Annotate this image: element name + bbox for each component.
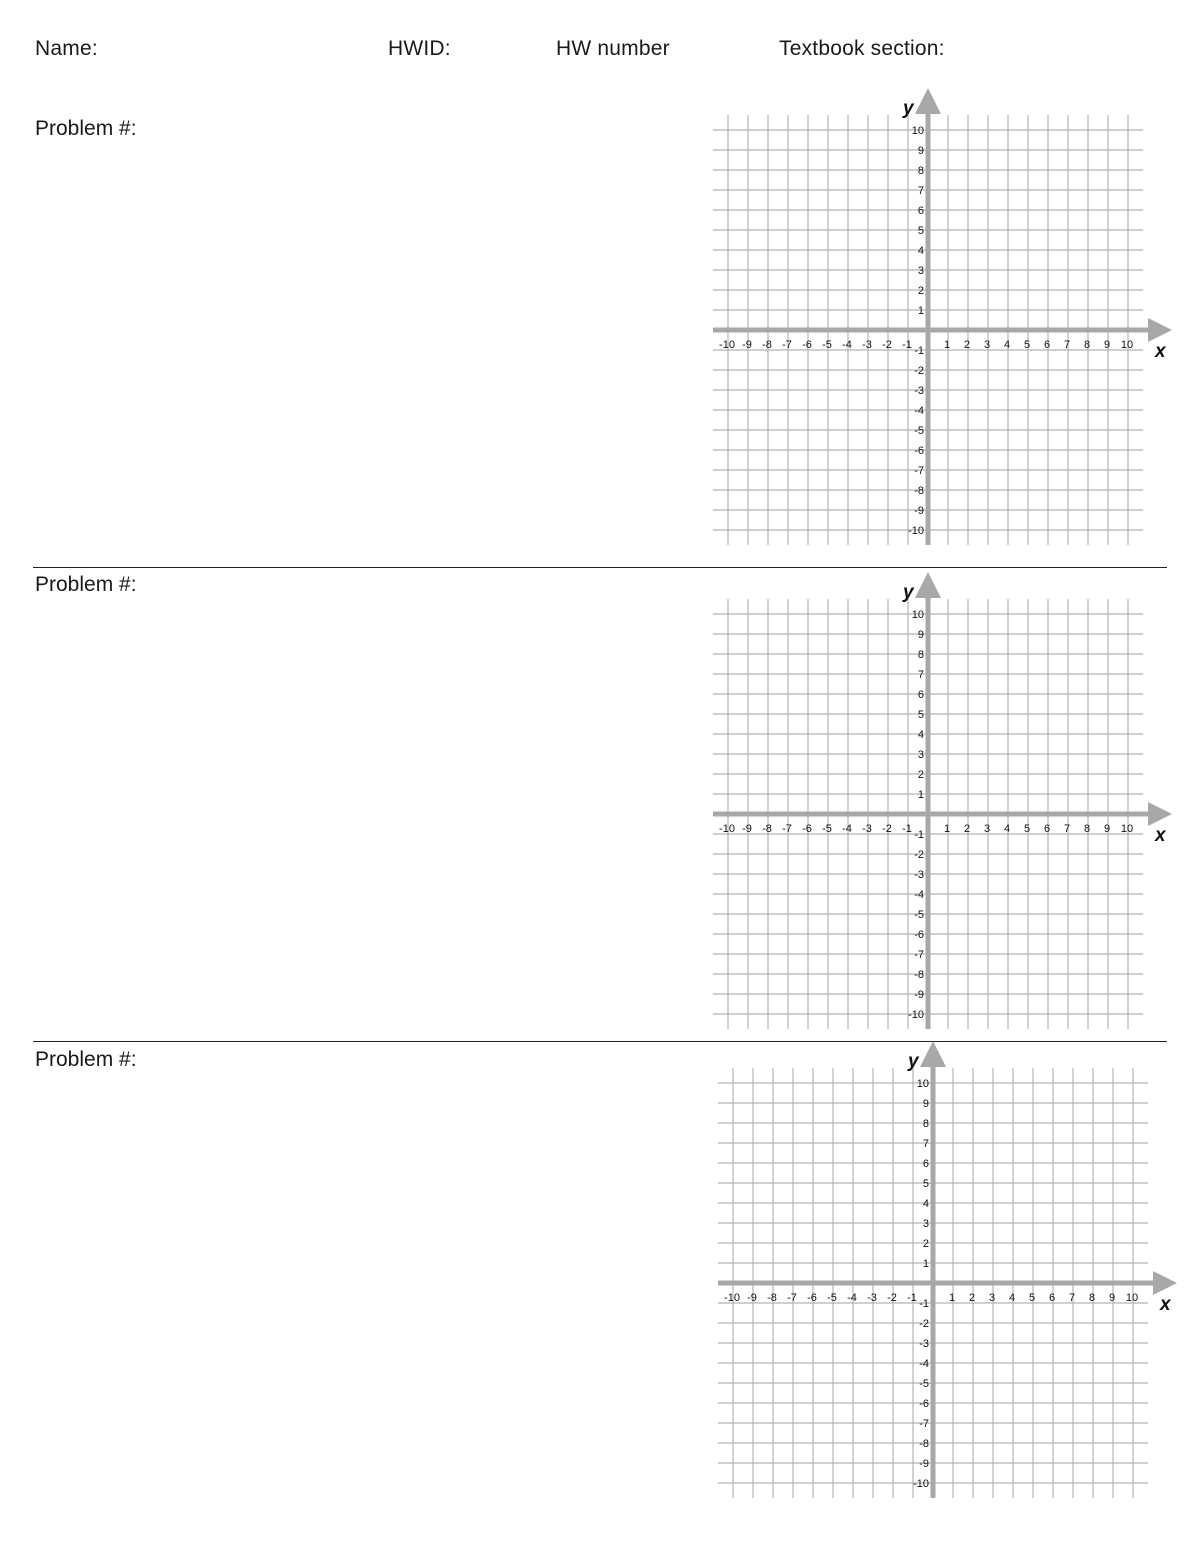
y-tick-label: -7 — [914, 465, 924, 477]
y-tick-label: 1 — [922, 1258, 929, 1270]
y-tick-label: 2 — [917, 285, 924, 297]
y-tick-label: 10 — [911, 125, 924, 137]
y-tick-label: 4 — [917, 245, 924, 257]
x-tick-label: 2 — [968, 1292, 976, 1304]
x-tick-label: 9 — [1108, 1292, 1116, 1304]
x-tick-label: 6 — [1043, 339, 1051, 351]
y-tick-label: -3 — [914, 385, 924, 397]
y-tick-label: 10 — [916, 1078, 929, 1090]
y-tick-label: -10 — [908, 525, 924, 537]
x-tick-label: 10 — [1120, 339, 1134, 351]
x-tick-label: 5 — [1028, 1292, 1036, 1304]
x-tick-label: 3 — [988, 1292, 996, 1304]
x-tick-label: 6 — [1048, 1292, 1056, 1304]
y-tick-label: -1 — [919, 1298, 929, 1310]
x-tick-label: 8 — [1083, 339, 1091, 351]
y-tick-label: -4 — [919, 1358, 929, 1370]
y-tick-label: -9 — [919, 1458, 929, 1470]
x-tick-label: 10 — [1125, 1292, 1139, 1304]
x-tick-label: 9 — [1103, 339, 1111, 351]
textbook-section-label: Textbook section: — [779, 37, 945, 60]
x-tick-label: 4 — [1003, 339, 1011, 351]
x-tick-label: -4 — [847, 1292, 857, 1304]
x-tick-label: -1 — [907, 1292, 917, 1304]
name-label: Name: — [35, 37, 98, 60]
x-tick-label: -3 — [867, 1292, 877, 1304]
x-tick-label: -4 — [842, 339, 852, 351]
x-tick-label: -6 — [807, 1292, 817, 1304]
hwid-label: HWID: — [388, 37, 451, 60]
y-axis-label: y — [908, 1051, 919, 1072]
y-axis-arrow — [920, 1041, 946, 1067]
y-tick-label: 1 — [917, 789, 924, 801]
y-tick-label: -2 — [914, 365, 924, 377]
y-tick-label: 8 — [917, 165, 924, 177]
y-tick-label: -10 — [913, 1478, 929, 1490]
x-tick-label: 9 — [1103, 823, 1111, 835]
x-tick-label: 5 — [1023, 339, 1031, 351]
y-tick-label: -5 — [914, 909, 924, 921]
x-axis-label: x — [1155, 341, 1166, 362]
x-axis-label: x — [1160, 1294, 1171, 1315]
x-tick-label: 7 — [1063, 823, 1071, 835]
y-tick-label: 3 — [922, 1218, 929, 1230]
y-axis-label: y — [903, 582, 914, 603]
x-tick-label: -5 — [822, 823, 832, 835]
y-tick-label: -4 — [914, 889, 924, 901]
y-tick-label: 9 — [917, 145, 924, 157]
x-tick-label: 7 — [1068, 1292, 1076, 1304]
x-tick-label: 4 — [1008, 1292, 1016, 1304]
x-tick-label: 8 — [1083, 823, 1091, 835]
x-tick-label: 8 — [1088, 1292, 1096, 1304]
x-tick-label: -9 — [742, 339, 752, 351]
x-tick-label: 2 — [963, 823, 971, 835]
y-tick-label: 3 — [917, 265, 924, 277]
x-tick-label: -7 — [782, 339, 792, 351]
y-tick-label: -7 — [919, 1418, 929, 1430]
x-tick-label: -2 — [882, 823, 892, 835]
y-tick-label: -1 — [914, 345, 924, 357]
x-tick-label: 7 — [1063, 339, 1071, 351]
y-tick-label: 8 — [917, 649, 924, 661]
y-tick-label: 5 — [917, 709, 924, 721]
x-tick-label: -9 — [742, 823, 752, 835]
y-tick-label: 6 — [917, 205, 924, 217]
y-tick-label: -3 — [919, 1338, 929, 1350]
x-tick-label: -1 — [902, 823, 912, 835]
y-tick-label: 5 — [922, 1178, 929, 1190]
y-tick-label: -3 — [914, 869, 924, 881]
y-tick-label: -6 — [919, 1398, 929, 1410]
y-tick-label: 7 — [917, 185, 924, 197]
x-tick-label: -5 — [822, 339, 832, 351]
x-tick-label: -2 — [882, 339, 892, 351]
y-tick-label: -1 — [914, 829, 924, 841]
x-tick-label: -9 — [747, 1292, 757, 1304]
x-tick-label: -8 — [767, 1292, 777, 1304]
y-tick-label: 2 — [917, 769, 924, 781]
problem-2-label: Problem #: — [35, 573, 137, 596]
y-tick-label: -5 — [914, 425, 924, 437]
x-tick-label: -4 — [842, 823, 852, 835]
x-tick-label: 1 — [943, 339, 951, 351]
y-tick-label: -8 — [919, 1438, 929, 1450]
x-axis-arrow — [1153, 1271, 1177, 1295]
y-tick-label: 4 — [917, 729, 924, 741]
x-tick-label: 1 — [943, 823, 951, 835]
x-tick-label: -2 — [887, 1292, 897, 1304]
y-tick-label: -5 — [919, 1378, 929, 1390]
x-tick-label: -7 — [782, 823, 792, 835]
x-tick-label: -6 — [802, 339, 812, 351]
y-tick-label: 2 — [922, 1238, 929, 1250]
x-tick-label: -5 — [827, 1292, 837, 1304]
y-tick-label: 9 — [917, 629, 924, 641]
x-tick-label: -10 — [719, 339, 735, 351]
y-tick-label: -4 — [914, 405, 924, 417]
y-tick-label: -8 — [914, 969, 924, 981]
x-tick-label: -8 — [762, 823, 772, 835]
y-tick-label: -6 — [914, 445, 924, 457]
y-tick-label: -2 — [919, 1318, 929, 1330]
y-tick-label: 9 — [922, 1098, 929, 1110]
y-tick-label: -7 — [914, 949, 924, 961]
y-tick-label: -9 — [914, 989, 924, 1001]
y-tick-label: 7 — [917, 669, 924, 681]
x-tick-label: 5 — [1023, 823, 1031, 835]
x-tick-label: -3 — [862, 823, 872, 835]
hw-number-label: HW number — [556, 37, 670, 60]
y-tick-label: 10 — [911, 609, 924, 621]
y-axis-label: y — [903, 98, 914, 119]
x-tick-label: 2 — [963, 339, 971, 351]
x-tick-label: 4 — [1003, 823, 1011, 835]
y-tick-label: 8 — [922, 1118, 929, 1130]
x-tick-label: -3 — [862, 339, 872, 351]
x-axis-label: x — [1155, 825, 1166, 846]
y-tick-label: -10 — [908, 1009, 924, 1021]
x-tick-label: -1 — [902, 339, 912, 351]
problem-3-label: Problem #: — [35, 1048, 137, 1071]
y-tick-label: -8 — [914, 485, 924, 497]
problem-1-label: Problem #: — [35, 117, 137, 140]
x-tick-label: 3 — [983, 339, 991, 351]
y-tick-label: 7 — [922, 1138, 929, 1150]
y-tick-label: 5 — [917, 225, 924, 237]
x-tick-label: -10 — [724, 1292, 740, 1304]
y-tick-label: 3 — [917, 749, 924, 761]
x-tick-label: 6 — [1043, 823, 1051, 835]
y-tick-label: 1 — [917, 305, 924, 317]
x-tick-label: -7 — [787, 1292, 797, 1304]
y-tick-label: 6 — [922, 1158, 929, 1170]
y-tick-label: 4 — [922, 1198, 929, 1210]
x-tick-label: -10 — [719, 823, 735, 835]
x-tick-label: 10 — [1120, 823, 1134, 835]
y-tick-label: -2 — [914, 849, 924, 861]
x-tick-label: 1 — [948, 1292, 956, 1304]
y-tick-label: -6 — [914, 929, 924, 941]
y-tick-label: 6 — [917, 689, 924, 701]
x-tick-label: -6 — [802, 823, 812, 835]
x-tick-label: -8 — [762, 339, 772, 351]
y-tick-label: -9 — [914, 505, 924, 517]
x-tick-label: 3 — [983, 823, 991, 835]
